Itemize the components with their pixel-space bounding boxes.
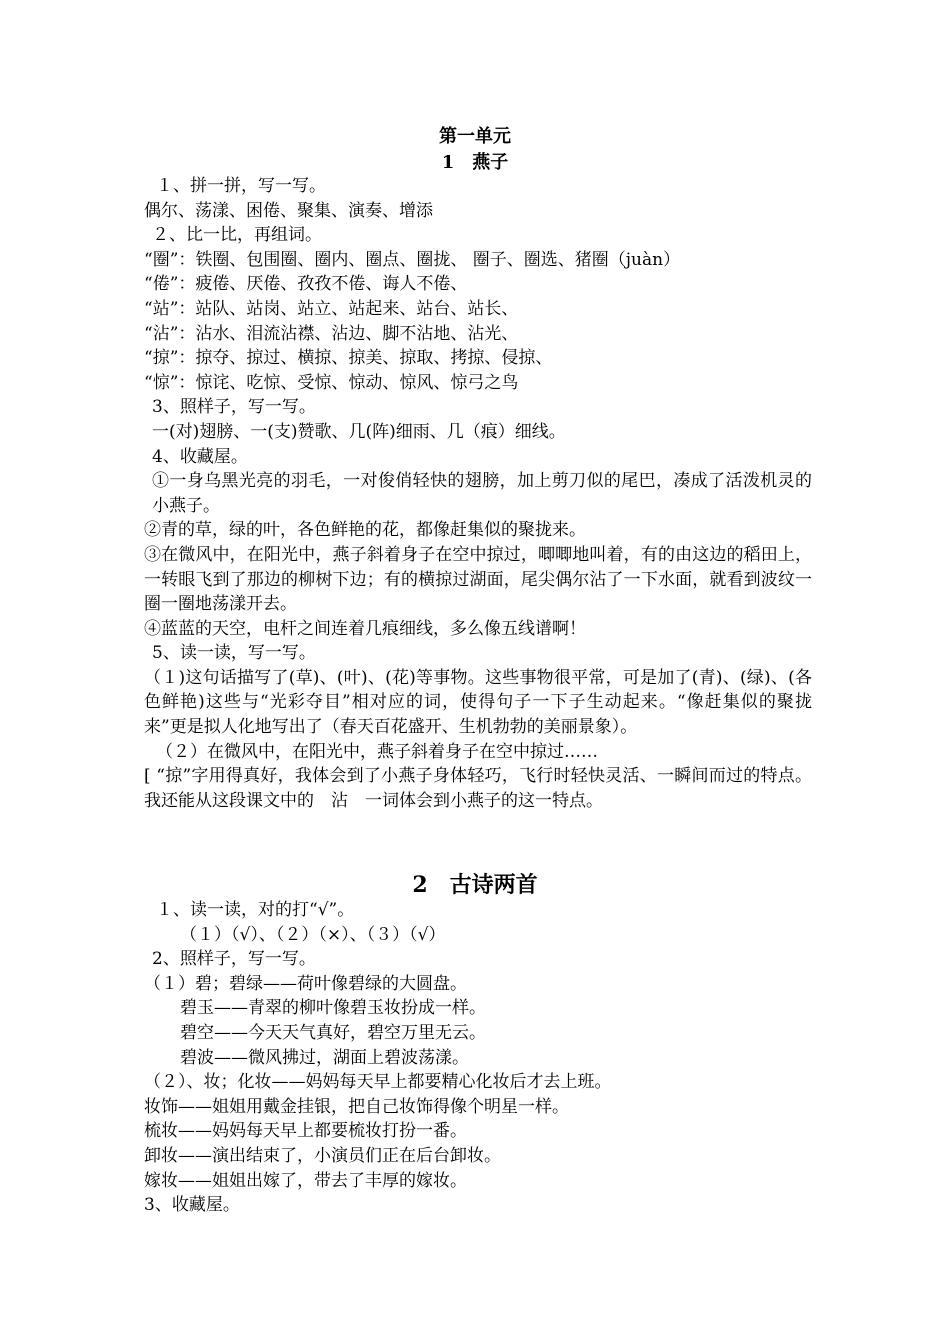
- l2-q2-heading: 2、照样子，写一写。: [152, 949, 316, 970]
- q5-paragraph: （２）在微风中，在阳光中，燕子斜着身子在空中掠过……: [156, 741, 598, 762]
- q4-heading: 4、收藏屋。: [152, 446, 248, 467]
- unit-title: 第一单元: [439, 126, 511, 147]
- q1-heading: １、拼一拼，写一写。: [156, 176, 326, 196]
- l2-q2-line: 梳妆——妈妈每天早上都要梳妆打扮一番。: [144, 1121, 467, 1142]
- l2-q1-heading: １、读一读，对的打“√”。: [156, 900, 355, 920]
- q3-heading: 3、照样子，写一写。: [152, 397, 316, 418]
- lesson1-title: 1 燕子: [441, 152, 509, 173]
- q5-paragraph: [ “掠”字用得真好，我体会到了小燕子身体轻巧，飞行时轻快灵活、一瞬间而过的特点。我还能从这段课文中的 沾 一词体会到小燕子的这一特点。: [144, 766, 812, 811]
- q2-heading: ２、比一比，再组词。: [152, 225, 322, 246]
- l2-q2-line: （２）、妆；化妆——妈妈每天早上都要精心化妆后才去上班。: [144, 1072, 612, 1093]
- l2-q2-line: 碧空——今天天气真好，碧空万里无云。: [180, 1022, 486, 1043]
- q2-row: “沾”：沾水、泪流沾襟、沾边、脚不沾地、沾光、: [144, 323, 519, 344]
- l2-q2-line: 妆饰——姐姐用戴金挂银，把自己妆饰得像个明星一样。: [144, 1096, 569, 1117]
- l2-q2-line: 碧玉——青翠的柳叶像碧玉妆扮成一样。: [180, 998, 486, 1019]
- q2-row: “掠”：掠夺、掠过、横掠、掠美、掠取、拷掠、侵掠、: [144, 348, 553, 369]
- q2-row: “惊”：惊诧、吃惊、受惊、惊动、惊风、惊弓之鸟: [144, 372, 519, 393]
- q5-heading: 5、读一读，写一写。: [152, 643, 316, 664]
- q4-item: ②青的草，绿的叶，各色鲜艳的花，都像赶集似的聚拢来。: [144, 520, 586, 541]
- l2-q2-line: （１）碧；碧绿——荷叶像碧绿的大圆盘。: [144, 973, 467, 994]
- q2-row: “圈”：铁圈、包围圈、圈内、圈点、圈拢、 圈子、圈选、猪圈（juàn）: [144, 249, 681, 270]
- q4-item: ①一身乌黑光亮的羽毛，一对俊俏轻快的翅膀，加上剪刀似的尾巴，凑成了活泼机灵的小燕子。: [152, 471, 812, 516]
- l2-q2-line: 嫁妆——姐姐出嫁了，带去了丰厚的嫁妆。: [144, 1170, 467, 1191]
- q3-answer: 一(对)翅膀、一(支)赞歌、几(阵)细雨、几（痕）细线。: [152, 421, 566, 442]
- lesson2-content: [144, 898, 812, 1218]
- lesson2-title: 2 古诗两首: [412, 872, 538, 898]
- q5-paragraph: （１)这句话描写了(草)、(叶)、(花)等事物。这些事物很平常，可是加了(青)、(绿)、(各色鲜艳)这些与“光彩夺目”相对应的词，使得句子一下子生动起来。“像赶集似的聚拢来”更是拟人化地写出了（春天百花盛开、生机勃勃的美丽景象）。: [144, 667, 812, 738]
- l2-q3-heading: 3、收藏屋。: [144, 1195, 240, 1216]
- q4-item: ④蓝蓝的天空，电杆之间连着几痕细线，多么像五线谱啊！: [144, 618, 586, 639]
- l2-q2-line: 碧波——微风拂过，湖面上碧波荡漾。: [180, 1047, 469, 1068]
- q2-row: “倦”：疲倦、厌倦、孜孜不倦、诲人不倦、: [144, 274, 468, 295]
- l2-q1-answer: （１）（√）、（２）（×）、（３）（√）: [180, 924, 446, 945]
- l2-q2-line: 卸妆——演出结束了，小演员们正在后台卸妆。: [144, 1145, 501, 1166]
- q1-answer: 偶尔、荡漾、困倦、聚集、演奏、增添: [144, 200, 433, 221]
- q4-item: ③在微风中，在阳光中，燕子斜着身子在空中掠过，唧唧地叫着，有的由这边的稻田上，一转眼飞到了那边的柳树下边；有的横掠过湖面，尾尖偶尔沾了一下水面，就看到波纹一圈一圈地荡漾开去。: [144, 544, 812, 615]
- q2-row: “站”：站队、站岗、站立、站起来、站台、站长、: [144, 298, 519, 319]
- lesson1-content: [144, 174, 812, 813]
